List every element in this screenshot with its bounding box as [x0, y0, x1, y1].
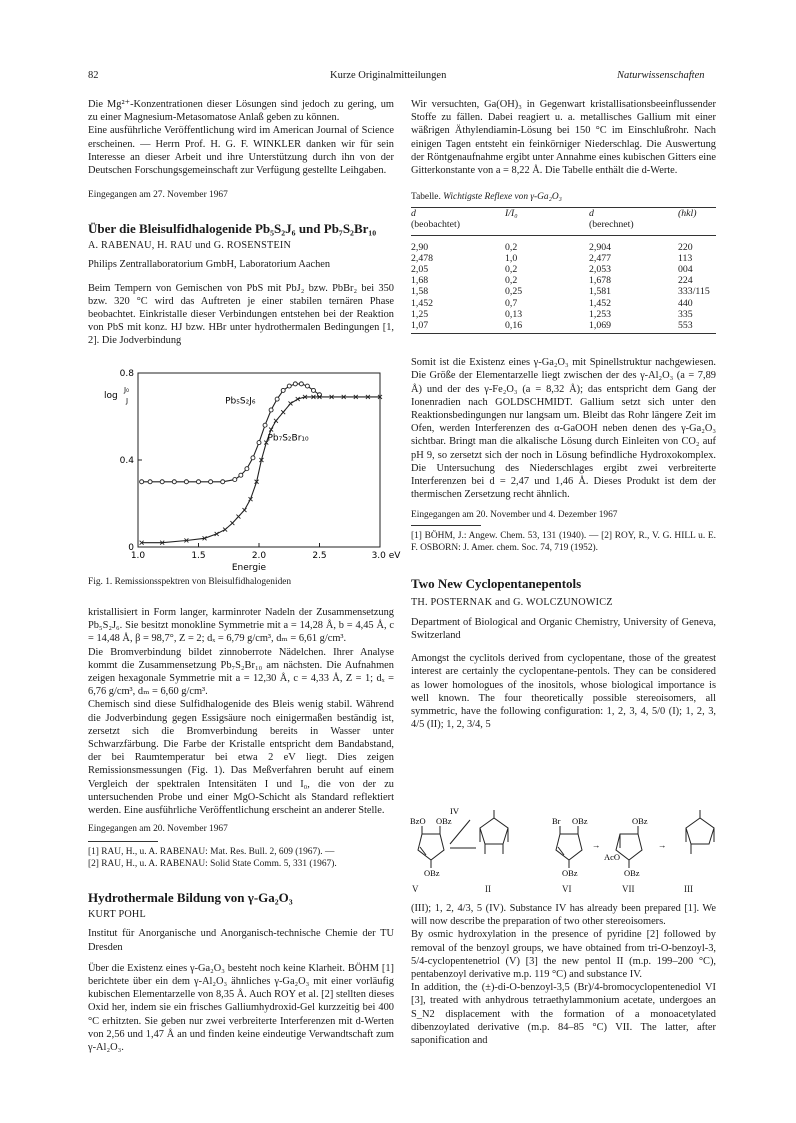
data-point-circle — [299, 382, 303, 386]
article1-institution: Philips Zentrallaboratorium GmbH, Laboratorium Aachen — [88, 259, 331, 271]
label-obz-2: OBz — [424, 868, 440, 878]
label-ii: II — [485, 884, 491, 894]
data-point-circle — [275, 397, 279, 401]
article2-paragraph-1: Über die Existenz eines γ-Ga₂O₃ besteht noch keine Klarheit. BÖHM [1] berichtete über ein dem γ-Al₂O₃ ähnliches γ-Ga₂O₃ mit einer vorläufig kubischen Elementarzelle von 8,35 Å. Auch ROY et al. [2] stellten dieses Oxid her, indem sie ein frisches Galliumhydroxid-Gel kurzzeitig bei 400 °C erhitzten. Sie geben nur zwei verbreiterte Interferenzen mit d-Werten von 2,56 und 1,47 Å an und finden keine eindeutige Verwandtschaft zum γ-Al₂O₃. — [88, 962, 394, 1054]
table-row — [411, 275, 716, 286]
label-obz-4: OBz — [562, 868, 578, 878]
table-row — [411, 286, 716, 297]
table-row — [411, 298, 716, 309]
data-point-cross — [288, 401, 292, 405]
table-cell: 1,58 — [411, 286, 429, 298]
data-point-circle — [172, 480, 176, 484]
table-row — [411, 320, 716, 331]
compound-ii-structure — [480, 810, 508, 854]
arrow-1: → — [592, 840, 601, 850]
y-axis-label: log — [104, 390, 118, 401]
x-tick-label: 3.0 eV — [371, 551, 401, 561]
table-cell: 0,2 — [505, 264, 518, 276]
table-cell: 004 — [678, 264, 693, 276]
data-point-circle — [281, 388, 285, 392]
data-point-circle — [233, 478, 237, 482]
x-axis-label: Energie — [231, 563, 267, 573]
reflex-table — [411, 208, 716, 230]
intro-paragraph-1: Die Mg²⁺-Konzentrationen dieser Lösungen sind jedoch zu gering, um zu einer Magnesium-Metasomatose Anlaß geben zu können. — [88, 99, 394, 124]
data-point-circle — [287, 384, 291, 388]
article1-paragraph-2: kristallisiert in Form langer, karminroter Nadeln der Zusammensetzung Pb₅S₂J₆. Sie besitzt monokline Symmetrie mit a = 14,28 Å, b = 4,45 Å, c = 14,48 Å, β = 98,7°, Z = 2; dₓ = 6,79 g/cm³, dₘ = 6,61 g/cm³. — [88, 607, 394, 645]
y-tick-label: 0.8 — [119, 369, 134, 379]
data-point-circle — [293, 382, 297, 386]
table-cell: 1,452 — [589, 297, 612, 309]
table-cell: 113 — [678, 252, 693, 264]
table-subheader-cell: (beobachtet) — [411, 219, 460, 231]
data-point-circle — [305, 384, 309, 388]
table-cell: 0,2 — [505, 241, 518, 253]
x-tick-label: 1.5 — [191, 551, 206, 561]
data-point-cross — [230, 521, 234, 525]
reference-rule-2 — [411, 525, 481, 526]
table-cell: 1,678 — [589, 275, 612, 287]
journal-name: Naturwissenschaften — [617, 70, 705, 81]
table-subheader-cell: (berechnet) — [589, 219, 634, 231]
table-cell: 0,2 — [505, 275, 518, 287]
article3-paragraph-3: By osmic hydroxylation in the presence of pyridine [2] followed by removal of the benzoyl groups, we have obtained from tri-O-benzoyl-3, 5/4-cyclopentenetriol (V) [3] the new pentol II (m.p. 199–200 °C), pentabenzoyl derivative m.p. 119 °C) and substance IV. — [411, 929, 716, 981]
label-aco: AcO — [604, 852, 621, 862]
data-point-circle — [140, 480, 144, 484]
article2-author: KURT POHL — [88, 909, 146, 921]
table-cell: 1,68 — [411, 275, 429, 287]
table-header-cell: (hkl) — [678, 208, 697, 220]
table-subheader-cell — [678, 219, 716, 230]
data-point-circle — [184, 480, 188, 484]
table-caption — [411, 191, 716, 203]
article3-authors: TH. POSTERNAK and G. WOLCZUNOWICZ — [411, 597, 613, 609]
table-cell: 333/115 — [678, 286, 710, 298]
x-tick-label: 2.0 — [251, 551, 267, 561]
table-cell: 0,13 — [505, 308, 523, 320]
data-point-circle — [160, 480, 164, 484]
table-cell: 2,477 — [589, 252, 612, 264]
table-row — [411, 264, 716, 275]
label-obz-6: OBz — [624, 868, 640, 878]
figure-caption: Fig. 1. Remissionsspektren von Bleisulfidhalogeniden — [88, 577, 292, 587]
data-point-circle — [148, 480, 152, 484]
series-label-2: Pb₇S₂Br₁₀ — [267, 433, 309, 444]
article2-institution: Institut für Anorganische und Anorganisch-technische Chemie der TU Dresden — [88, 928, 394, 953]
article1-paragraph-3: Die Bromverbindung bildet zinnoberrote Nädelchen. Ihrer Analyse kommt die Zusammensetzung Pb₇S₂Br₁₀ am nächsten. Die Aufnahmen zeigen hexagonale Symmetrie mit a = 12,30 Å, c = 4,33 Å, Z = 1; dₓ = 6,76 g/cm³, dₘ = 6,60 g/cm³. — [88, 646, 394, 698]
article1-reference-2: [2] RAU, H., u. A. RABENAU: Solid State Comm. 5, 331 (1967). — [88, 859, 337, 870]
label-br: Br — [552, 816, 561, 826]
table-cell: 2,05 — [411, 264, 429, 276]
article1-paragraph-1: Beim Tempern von Gemischen von PbS mit PbJ₂ bzw. PbBr₂ bei 350 bzw. 320 °C wird das Auftreten je einer stabilen ternären Phase beobachtet. Einkristalle dieser Verbindungen entstehen bei der Reaktion von PbS mit konz. HJ bzw. HBr unter hydrothermalen Bedingungen [1, 2]. Die Jodverbindung — [88, 282, 394, 347]
table-header-cell: I/I₀ — [505, 208, 518, 220]
table-cell: 0,7 — [505, 297, 518, 309]
article1-authors: A. RABENAU, H. RAU und G. ROSENSTEIN — [88, 240, 292, 252]
table-header-cell: d — [411, 208, 416, 220]
data-point-circle — [263, 423, 267, 427]
table-cell: 1,253 — [589, 308, 612, 320]
table-caption-label: Tabelle. — [411, 192, 441, 203]
table-subheader-row — [411, 219, 716, 230]
y-tick-label: 0.4 — [119, 456, 134, 466]
y-tick-label: 0 — [128, 543, 134, 553]
label-vii: VII — [622, 884, 635, 894]
x-tick-label: 1.0 — [130, 551, 146, 561]
label-obz-5: OBz — [632, 816, 648, 826]
article3-paragraph-2: (III); 1, 2, 4/3, 5 (IV). Substance IV has already been prepared [1]. We will now describe the preparation of two other stereoisomers. — [411, 903, 716, 928]
article1-title: Über die Bleisulfidhalogenide Pb₅S₂J₆ und Pb₇S₂Br₁₀ — [88, 221, 377, 237]
table-row — [411, 253, 716, 264]
remission-spectra-chart — [88, 365, 401, 575]
data-point-circle — [311, 388, 315, 392]
received-date-1: Eingegangen am 27. November 1967 — [88, 190, 228, 201]
table-cell: 220 — [678, 241, 693, 253]
table-cell: 1,25 — [411, 308, 429, 320]
page-number: 82 — [88, 70, 99, 81]
running-header: Kurze Originalmitteilungen — [330, 70, 447, 81]
figure-1 — [88, 365, 401, 595]
data-point-circle — [239, 473, 243, 477]
table-cell: 335 — [678, 308, 693, 320]
table-cell: 1,581 — [589, 286, 612, 298]
right-column-lower — [411, 902, 716, 1047]
data-point-cross — [236, 515, 240, 519]
data-point-cross — [281, 410, 285, 414]
table-cell: 1,0 — [505, 252, 518, 264]
reference-rule — [88, 841, 158, 842]
table-cell: 553 — [678, 320, 693, 332]
table-cell: 2,478 — [411, 252, 434, 264]
table-cell: 440 — [678, 297, 693, 309]
data-point-circle — [257, 441, 261, 445]
data-point-cross — [223, 528, 227, 532]
data-point-circle — [245, 467, 249, 471]
x-tick-label: 2.5 — [312, 551, 327, 561]
data-point-circle — [251, 456, 255, 460]
table-header-cell: d — [589, 208, 594, 220]
label-iv: IV — [450, 806, 459, 816]
table-cell: 0,16 — [505, 320, 523, 332]
label-v: V — [412, 884, 419, 894]
article1-paragraph-4: Chemisch sind diese Sulfidhalogenide des Bleis wenig stabil. Während die Jodverbindung gegen Essigsäure noch einigermaßen beständig ist, zersetzt sich die Bromverbindung bereits in Wasser unter Schwarzfärbung. Die Farbe der Kristalle entspricht dem Bandabstand, der bei Raumtemperatur bei etwa 2 eV liegt. Dies zeigen Remissionsmessungen (Fig. 1). Das Meßverfahren beruht auf einem Vergleich der spektralen Intensitäten I und I₀, die von der zu untersuchenden Probe und einer MgO-Schicht als Standard reflektiert werden. Eine ausführliche Veröffentlichung erscheint an anderer Stelle. — [88, 699, 394, 817]
article3-title: Two New Cyclopentanepentols — [411, 576, 582, 592]
article2-paragraph-2: Wir versuchten, Ga(OH)₃ in Gegenwart kristallisationsbeeinflussender Stoffe zu fällen. Dabei reagiert u. a. metallisches Gallium mit einer wäßrigen Äthylendiamin-Lösung bei 150 °C im Einschlußrohr. Nach einigen Tagen entsteht ein feinkörniger Niederschlag. Die Auswertung der Röntgenaufnahme ergibt unter Annahme eines kubischen Gitters eine Gitterkonstante von a = 8,22 Å. Die Tabelle enthält die d-Werte. — [411, 99, 716, 177]
article2-paragraph-3: Somit ist die Existenz eines γ-Ga₂O₃ mit Spinellstruktur nachgewiesen. Die Größe der Elementarzelle liegt zwischen der des γ-Al₂O₃ (a = 7,89 Å) und der des γ-Fe₂O₃ (a = 8,32 Å); das entspricht dem Gang der Ionenradien nach GOLDSCHMIDT. Gallium setzt sich unter den Reaktionsbedingungen nur langsam um. Bleibt das Rohr längere Zeit im Ofen, werden Interferenzen des α-GaOOH neben denen des γ-Ga₂O₃ sichtbar. Bringt man die alkalische Lösung durch Einleiten von CO₂ auf pH 9, so zersetzt sich der noch in Lösung befindliche Hydroxokomplex. Die Untersuchung des Niederschlages ergibt zwei verbreiterte Interferenzen bei d = 2,47 und 1,46 Å. Dieses Produkt ist dem der thermischen Zersetzung recht ähnlich. — [411, 357, 716, 501]
article2-references: [1] BÖHM, J.: Angew. Chem. 53, 131 (1940). — [2] ROY, R., V. G. HILL u. E. F. OSBORN: J. Amer. chem. Soc. 74, 719 (1952). — [411, 531, 716, 554]
arrow-2: → — [658, 840, 667, 850]
article3-paragraph-4: In addition, the (±)-di-O-benzoyl-3,5 (Br)/4-bromocyclopentenediol VI [3], treated with anhydrous tetraethylammonium acetate, undergoes an S_N2 displacement with the formation of a monoacetylated dibenzoylated derivative (m.p. 84–85 °C) VII. The latter, after saponification and — [411, 982, 716, 1047]
table-cell: 0,25 — [505, 286, 523, 298]
received-date-2: Eingegangen am 20. November 1967 — [88, 824, 228, 835]
label-vi: VI — [562, 884, 572, 894]
label-obz-1: OBz — [436, 816, 452, 826]
data-point-cross — [242, 508, 246, 512]
table-cell: 224 — [678, 275, 693, 287]
right-column — [411, 98, 716, 731]
table-cell: 2,904 — [589, 241, 612, 253]
table-cell: 1,452 — [411, 297, 434, 309]
arrows-v — [450, 820, 476, 848]
reaction-scheme — [410, 802, 720, 880]
article3-institution: Department of Biological and Organic Chemistry, University of Geneva, Switzerland — [411, 616, 716, 641]
compound-v-structure — [418, 826, 444, 868]
label-iii: III — [684, 884, 693, 894]
plot-frame — [138, 373, 380, 547]
table-row — [411, 309, 716, 320]
received-date-3: Eingegangen am 20. November und 4. Dezember 1967 — [411, 510, 618, 521]
data-point-circle — [209, 480, 213, 484]
article3-paragraph-1: Amongst the cyclitols derived from cyclopentane, those of the greatest interest are certainly the cyclopentane-pentols. They can be considered as lower homologues of the inositols, whose biological importance is well known. The four theoretically possible stereoisomers, all symmetric, have the following configuration: 1, 2, 3, 4, 5/0 (I); 1, 2, 3, 4/5 (II); 1, 2, 3/4, 5 — [411, 653, 716, 731]
compound-vi-structure — [556, 826, 582, 868]
table-header-row — [411, 208, 716, 219]
data-point-circle — [269, 408, 273, 412]
data-point-cross — [274, 419, 278, 423]
series-label-1: Pb₅S₂J₆ — [225, 396, 256, 407]
table-bottom-rule — [411, 333, 716, 334]
label-bzo: BzO — [410, 816, 426, 826]
data-point-circle — [197, 480, 201, 484]
table-subheader-cell — [505, 219, 589, 230]
table-cell: 2,053 — [589, 264, 612, 276]
series-line-2 — [142, 397, 380, 543]
label-obz-3: OBz — [572, 816, 588, 826]
article2-title: Hydrothermale Bildung von γ-Ga₂O₃ — [88, 890, 293, 906]
intro-paragraph-2: Eine ausführliche Veröffentlichung wird im American Journal of Science erscheinen. — Herrn Prof. H. G. F. WINKLER danken wir für sein Interesse an dieser Arbeit und ihre Unterstützung durch ihn von der Deutschen Forschungsgemeinschaft zur Verfügung gestellte Leihgaben. — [88, 125, 394, 177]
y-axis-label-den: J — [126, 396, 129, 405]
data-point-circle — [221, 480, 225, 484]
table-caption-title: Wichtigste Reflexe von γ-Ga₂O₃ — [443, 192, 562, 203]
compound-iii-structure — [686, 810, 714, 854]
left-column-lower — [88, 606, 394, 1054]
table-row — [411, 242, 716, 253]
table-cell: 2,90 — [411, 241, 429, 253]
reflex-table-body — [411, 242, 716, 332]
table-cell: 1,069 — [589, 320, 612, 332]
y-axis-label-num: J₀ — [124, 385, 129, 394]
table-cell: 1,07 — [411, 320, 429, 332]
table-header-rule — [411, 235, 716, 236]
left-column — [88, 98, 394, 348]
article1-reference-1: [1] RAU, H., u. A. RABENAU: Mat. Res. Bull. 2, 609 (1967). — — [88, 847, 335, 858]
